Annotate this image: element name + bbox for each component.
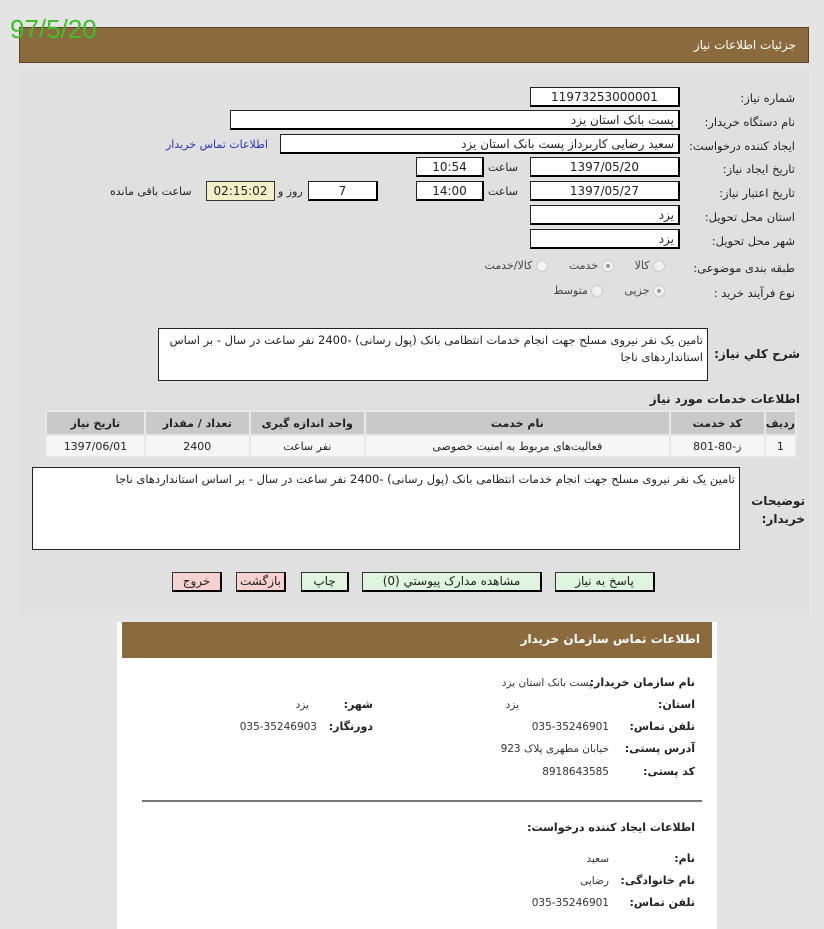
postal-label: کد پستی: [643,765,695,778]
family-value: رضایی [580,875,609,887]
cell-row: 1 [765,435,796,457]
valid-date-field[interactable]: 1397/05/27 [530,181,680,201]
attachments-button[interactable]: مشاهده مدارک پیوستي (0) [362,572,542,592]
radio-goods-label: کالا [634,259,650,272]
category-label: طبقه بندی موضوعی: [693,261,795,275]
radio-service-label: خدمت [568,259,599,272]
valid-time-label: ساعت [488,185,518,198]
category-radios [455,259,665,272]
radio-goods-service-label: کالا/خدمت [484,259,533,272]
creator-field[interactable]: سعید رضایی کاربرداز پست بانک استان یزد [280,134,680,154]
province-label: استان محل تحویل: [704,210,795,224]
remaining-time: 02:15:02 [206,181,275,201]
fax-value: 035-35246903 [239,721,317,733]
cell-qty: 2400 [145,435,250,457]
radio-minor-label: جزیی [624,284,650,297]
days-label: روز و [278,185,303,198]
phone-label: تلفن تماس: [629,720,695,733]
buyer-notes-label: توضیحات خریدار: [751,494,805,526]
divider [142,800,702,802]
page-header: جزئیات اطلاعات نیاز [19,27,809,63]
date-stamp: 97/5/20 [10,14,97,44]
services-title: اطلاعات خدمات مورد نیاز [649,392,800,406]
valid-date-label: تاریخ اعتبار نیاز: [719,186,795,200]
cell-code: ز-80-801 [670,435,765,457]
created-date-label: تاریخ ایجاد نیاز: [722,162,795,176]
col-name: نام خدمت [365,411,670,435]
buyer-contact-card [117,622,717,929]
radio-service[interactable] [602,260,614,272]
fax-label: دورنگار: [328,720,373,733]
buyer-notes-textarea[interactable]: تامین یک نفر نیروی مسلح جهت انجام خدمات انتظامی بانک (پول رسانی) -2400 نفر ساعت در سال - بر اساس استانداردهای ناجا [32,467,740,550]
remaining-label: ساعت باقی مانده [110,185,192,198]
days-field: 7 [308,181,378,201]
need-number-field[interactable]: 11973253000001 [530,87,680,107]
radio-minor[interactable] [653,285,665,297]
creator-phone-value: 035-35246901 [531,897,609,909]
radio-medium[interactable] [591,285,603,297]
back-button[interactable]: بازگشت [236,572,286,592]
family-label: نام خانوادگی: [620,874,695,887]
cell-date: 1397/06/01 [46,435,145,457]
col-date: تاریخ نیاز [46,411,145,435]
org-value: پست بانک استان یزد [501,677,592,689]
description-label: شرح کلي نياز: [714,347,800,361]
created-time-field[interactable]: 10:54 [416,157,484,177]
creator-label: ایجاد کننده درخواست: [689,139,795,153]
radio-medium-label: متوسط [553,284,588,297]
col-unit: واحد اندازه گیری [250,411,365,435]
city-label: شهر محل تحویل: [711,234,795,248]
address-value: خیابان مطهری پلاک 923 [500,743,609,755]
province-value: یزد [505,699,519,711]
buyer-label: نام دستگاه خریدار: [704,115,795,129]
valid-time-field[interactable]: 14:00 [416,181,484,201]
created-date-field[interactable]: 1397/05/20 [530,157,680,177]
province-field[interactable]: یزد [530,205,680,225]
name-label: نام: [674,852,695,865]
need-number-label: شماره نیاز: [740,91,795,105]
address-label: آدرس پستی: [624,742,695,755]
exit-button[interactable]: خروج [172,572,222,592]
buyer-contact-link[interactable]: اطلاعات تماس خریدار [166,138,268,151]
creator-info-title: اطلاعات ایجاد کننده درخواست: [527,821,695,834]
print-button[interactable]: چاپ [301,572,349,592]
province-label: استان: [658,698,695,711]
radio-goods[interactable] [653,260,665,272]
postal-value: 8918643585 [542,766,609,778]
services-table [45,410,797,458]
city-value: یزد [295,699,309,711]
creator-phone-label: تلفن تماس: [629,896,695,909]
org-label: نام سازمان خریدار: [589,676,695,689]
created-time-label: ساعت [488,161,518,174]
description-textarea[interactable]: تامین یک نفر نیروی مسلح جهت انجام خدمات انتظامی بانک (پول رسانی) -2400 نفر ساعت در سال - بر اساس استانداردهای ناجا [158,328,708,381]
name-value: سعید [586,853,609,865]
col-qty: تعداد / مقدار [145,411,250,435]
buyer-field[interactable]: پست بانک استان یزد [230,110,680,130]
cell-unit: نفر ساعت [250,435,365,457]
process-radios [530,284,665,297]
col-code: کد خدمت [670,411,765,435]
radio-goods-service[interactable] [536,260,548,272]
process-label: نوع فرآیند خرید : [713,286,795,300]
table-header [46,411,796,435]
cell-name: فعالیت‌های مربوط به امنیت خصوصی [365,435,670,457]
contact-card-title: اطلاعات تماس سازمان خریدار [122,622,712,658]
col-row: ردیف [765,411,796,435]
phone-value: 035-35246901 [531,721,609,733]
city-field[interactable]: یزد [530,229,680,249]
city-label: شهر: [343,698,373,711]
table-row [46,435,796,457]
reply-button[interactable]: پاسخ به نیاز [555,572,655,592]
